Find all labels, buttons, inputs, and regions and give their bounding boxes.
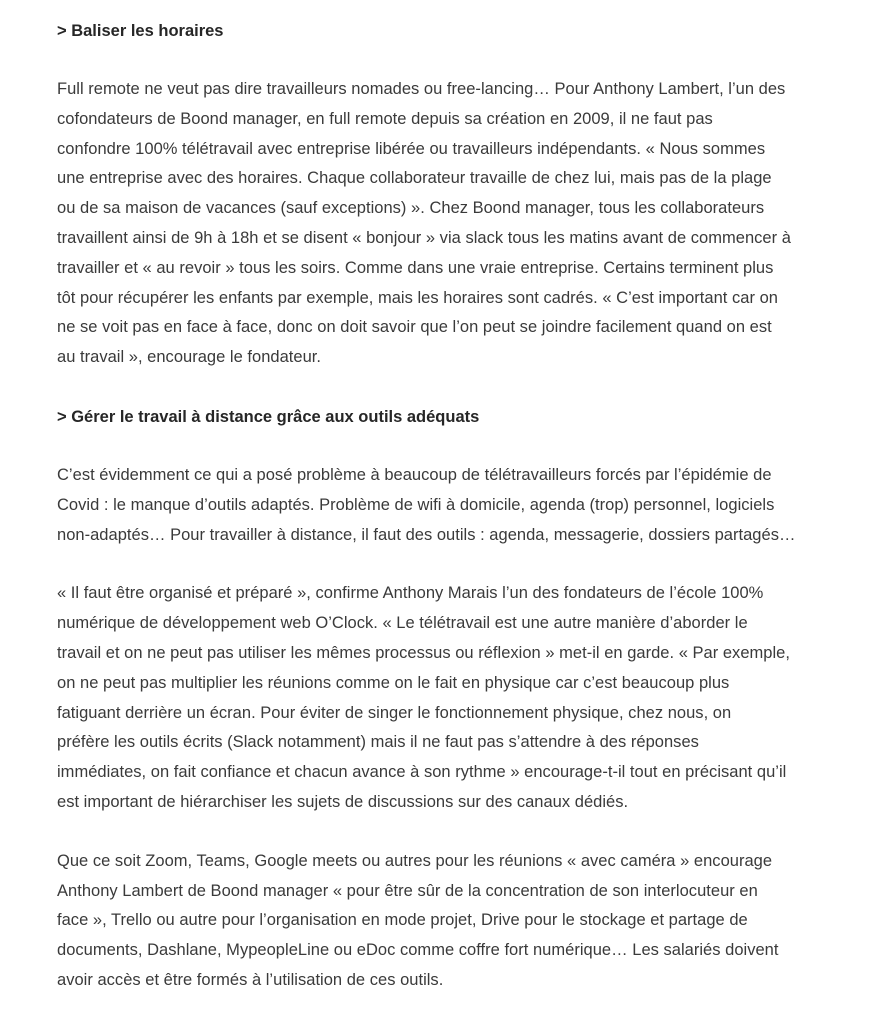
paragraph-line: numérique de développement web O’Clock. « Le télétravail est une autre manière d’aborder le <box>57 614 748 633</box>
paragraph-line: face », Trello ou autre pour l’organisation en mode projet, Drive pour le stockage et partage de <box>57 911 748 930</box>
section-heading: > Gérer le travail à distance grâce aux outils adéquats <box>57 407 480 426</box>
paragraph-line: « Il faut être organisé et préparé », confirme Anthony Marais l’un des fondateurs de l’école 100% <box>57 584 764 603</box>
paragraph-line: fatiguant derrière un écran. Pour éviter de singer le fonctionnement physique, chez nous, on <box>57 703 732 722</box>
paragraph <box>57 579 857 817</box>
section-heading: > Baliser les horaires <box>57 22 224 40</box>
paragraph-line: cofondateurs de Boond manager, en full remote depuis sa création en 2009, il ne faut pas <box>57 109 713 128</box>
paragraph-line: on ne peut pas multiplier les réunions comme on le fait en physique car c’est beaucoup plus <box>57 673 730 692</box>
paragraph <box>57 461 857 550</box>
paragraph-line: travail et on ne peut pas utiliser les mêmes processus ou réflexion » met-il en garde. « Par exemple, <box>57 643 790 662</box>
paragraph-line: documents, Dashlane, MypeopleLine ou eDoc comme coffre fort numérique… Les salariés doivent <box>57 941 779 960</box>
paragraph-line: préfère les outils écrits (Slack notamment) mais il ne faut pas s’attendre à des réponses <box>57 733 699 752</box>
paragraph-line: Full remote ne veut pas dire travailleurs nomades ou free-lancing… Pour Anthony Lambert, l’un des <box>57 80 786 98</box>
paragraph-line: est important de hiérarchiser les sujets de discussions sur des canaux dédiés. <box>57 792 629 811</box>
paragraph-line: une entreprise avec des horaires. Chaque collaborateur travaille de chez lui, mais pas de la plage <box>57 169 772 188</box>
paragraph-line: ou de sa maison de vacances (sauf exceptions) ». Chez Boond manager, tous les collaborateurs <box>57 199 765 218</box>
paragraph-line: immédiates, on fait confiance et chacun avance à son rythme » encourage-t-il tout en précisant qu’il <box>57 763 787 782</box>
paragraph <box>57 75 857 373</box>
paragraph-line: non-adaptés… Pour travailler à distance, il faut des outils : agenda, messagerie, dossiers partagés… <box>57 525 796 544</box>
paragraph-line: avoir accès et être formés à l’utilisation de ces outils. <box>57 970 444 989</box>
paragraph <box>57 847 857 996</box>
paragraph-line: confondre 100% télétravail avec entreprise libérée ou travailleurs indépendants. « Nous sommes <box>57 139 766 158</box>
paragraph-line: travailler et « au revoir » tous les soirs. Comme dans une vraie entreprise. Certains terminent plus <box>57 258 774 277</box>
paragraph-line: ne se voit pas en face à face, donc on doit savoir que l’on peut se joindre facilement quand on est <box>57 318 772 337</box>
paragraph-line: au travail », encourage le fondateur. <box>57 348 322 367</box>
paragraph-line: Anthony Lambert de Boond manager « pour être sûr de la concentration de son interlocuteur en <box>57 881 758 900</box>
paragraph-line: C’est évidemment ce qui a posé problème à beaucoup de télétravailleurs forcés par l’épidémie de <box>57 465 772 484</box>
paragraph-line: travaillent ainsi de 9h à 18h et se disent « bonjour » via slack tous les matins avant de commencer à <box>57 228 791 247</box>
paragraph-line: tôt pour récupérer les enfants par exemple, mais les horaires sont cadrés. « C’est important car on <box>57 288 778 307</box>
paragraph-line: Covid : le manque d’outils adaptés. Problème de wifi à domicile, agenda (trop) personnel, logiciels <box>57 495 775 514</box>
article-body <box>57 16 857 996</box>
paragraph-line: Que ce soit Zoom, Teams, Google meets ou autres pour les réunions « avec caméra » encourage <box>57 851 773 870</box>
